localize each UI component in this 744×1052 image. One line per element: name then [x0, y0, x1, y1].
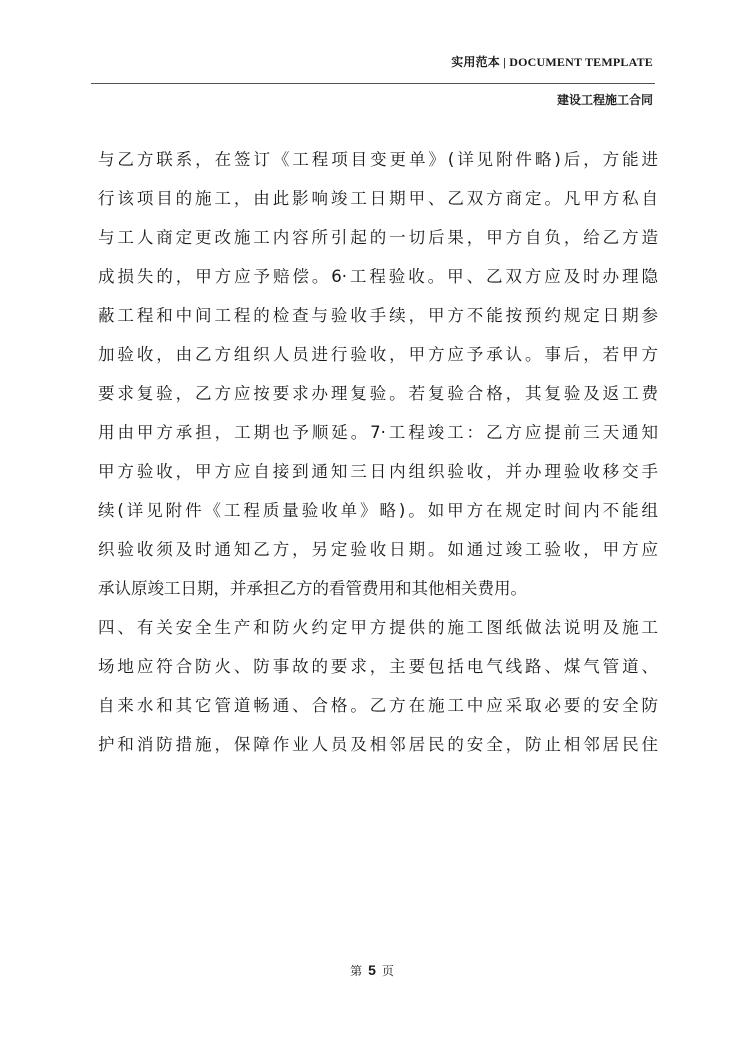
text-line: 与乙方联系，在签订《工程项目变更单》(详见附件略)后，方能进	[98, 150, 658, 169]
text-line: 甲方验收，甲方应自接到通知三日内组织验收，并办理验收移交手	[98, 462, 658, 481]
page-footer	[0, 962, 744, 979]
text-line: 场地应符合防火、防事故的要求，主要包括电气线路、煤气管道、	[98, 657, 658, 676]
text-line: 成损失的，甲方应予赔偿。6·工程验收。甲、乙双方应及时办理隐	[98, 267, 658, 286]
footer-prefix: 第	[350, 964, 363, 978]
text-line: 与工人商定更改施工内容所引起的一切后果，甲方自负，给乙方造	[98, 228, 658, 247]
page-number: 5	[368, 962, 376, 978]
text-line: 织验收须及时通知乙方，另定验收日期。如通过竣工验收，甲方应	[98, 540, 658, 559]
footer-suffix: 页	[381, 964, 394, 978]
header-divider	[91, 83, 655, 84]
text-line: 用由甲方承担，工期也予顺延。7·工程竣工：乙方应提前三天通知	[98, 423, 658, 442]
text-line: 承认原竣工日期，并承担乙方的看管费用和其他相关费用。	[98, 579, 527, 598]
text-line: 蔽工程和中间工程的检查与验收手续，甲方不能按预约规定日期参	[98, 306, 658, 325]
text-line: 护和消防措施，保障作业人员及相邻居民的安全，防止相邻居民住	[98, 735, 658, 754]
text-line: 自来水和其它管道畅通、合格。乙方在施工中应采取必要的安全防	[98, 696, 658, 715]
text-line: 加验收，由乙方组织人员进行验收，甲方应予承认。事后，若甲方	[98, 345, 658, 364]
text-line: 四、有关安全生产和防火约定甲方提供的施工图纸做法说明及施工	[98, 618, 658, 637]
header-subtitle: 建设工程施工合同	[556, 93, 653, 107]
header-title: 实用范本 | DOCUMENT TEMPLATE	[451, 55, 653, 69]
text-line: 要求复验，乙方应按要求办理复验。若复验合格，其复验及返工费	[98, 384, 658, 403]
text-line: 行该项目的施工，由此影响竣工日期甲、乙双方商定。凡甲方私自	[98, 189, 658, 208]
text-line: 续(详见附件《工程质量验收单》略)。如甲方在规定时间内不能组	[98, 501, 658, 520]
body-text	[98, 140, 658, 764]
